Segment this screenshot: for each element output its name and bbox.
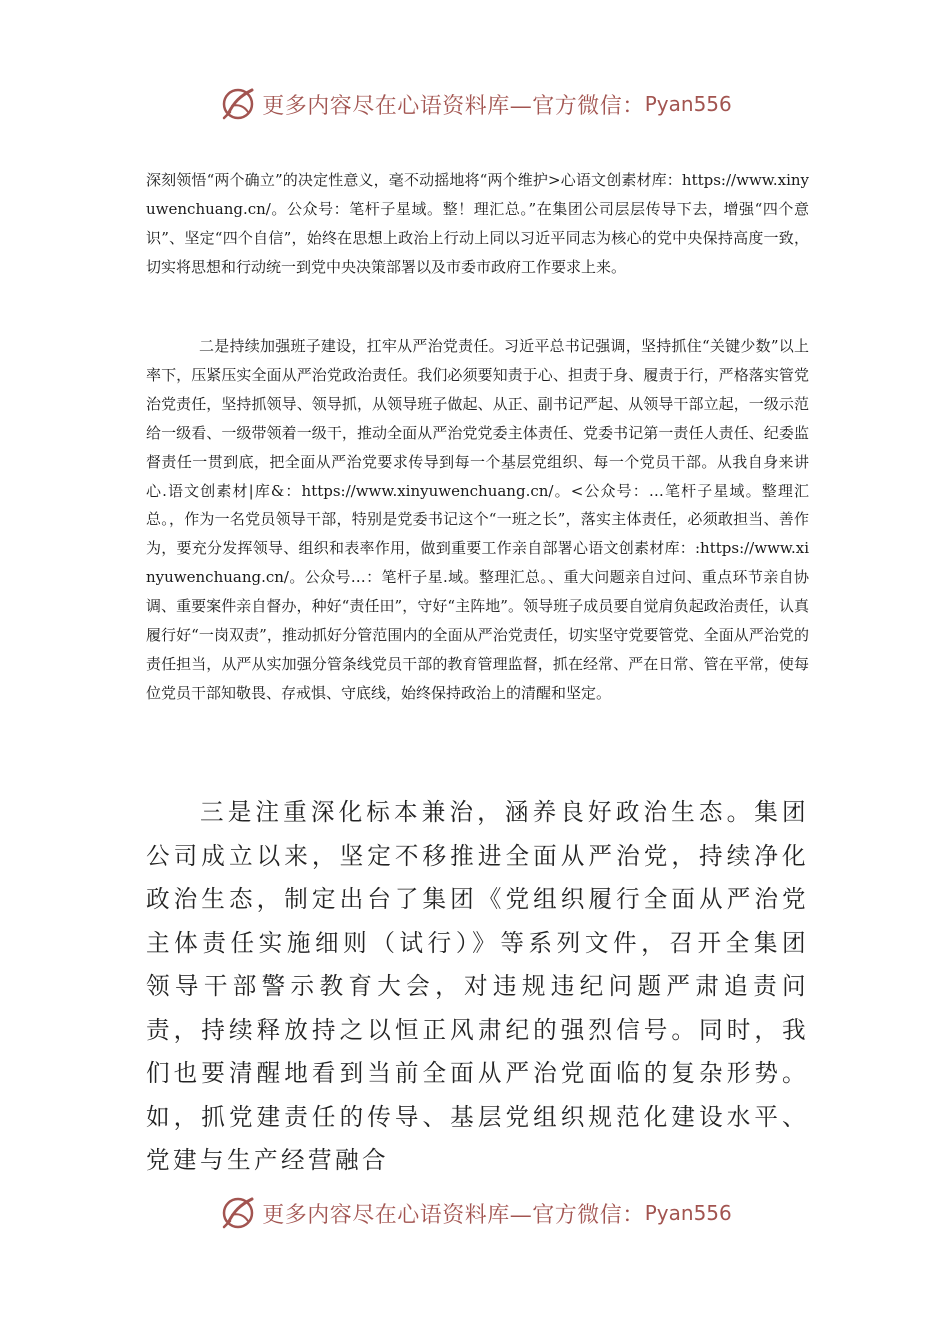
paragraph-3-text: 三是注重深化标本兼治，涵养良好政治生态。集团公司成立以来，坚定不移推进全面从严治党，持续净化政治生态，制定出台了集团《党组织履行全面从严治党主体责任实施细则（试行）》等系列文件，召开全集团领导干部警示教育大会，对违规违纪问题严肃追责问责，持续释放持之以恒正风肃纪的强烈信号。同时，我们也要清醒地看到当前全面从严治党面临的复杂形势。如，抓党建责任的传导、基层党组织规范化建设水平、党建与生产经营融合 xyxy=(146,798,809,1174)
paragraph-1-text: 深刻领悟“两个确立”的决定性意义，毫不动摇地将“两个维护>心语文创素材库：https://www.xinyuwenchuang.cn/。公众号：笔杆子星域。整！理汇总。”在集团公司层层传导下去，增强“四个意识”、坚定“四个自信”，始终在思想上政治上行动上同以习近平同志为核心的党中央保持高度一致，切实将思想和行动统一到党中央决策部署以及市委市政府工作要求上来。 xyxy=(146,171,809,276)
paragraph-2 xyxy=(146,332,809,708)
header-banner-text: 更多内容尽在心语资料库—官方微信： xyxy=(262,93,645,119)
footer-wechat-id: Pyan556 xyxy=(644,1201,732,1225)
footer-banner xyxy=(0,1193,950,1233)
paragraph-3 xyxy=(146,791,809,1183)
brand-logo-icon xyxy=(218,84,258,124)
paragraph-1 xyxy=(146,166,809,282)
header-banner xyxy=(0,84,950,124)
footer-banner-text: 更多内容尽在心语资料库—官方微信： xyxy=(262,1202,645,1228)
brand-logo-icon xyxy=(218,1193,258,1233)
paragraph-2-text: 二是持续加强班子建设，扛牢从严治党责任。习近平总书记强调，坚持抓住“关键少数”以上率下，压紧压实全面从严治党政治责任。我们必须要知责于心、担责于身、履责于行，严格落实管党治党责任，坚持抓领导、领导抓，从领导班子做起、从正、副书记严起、从领导干部立起，一级示范给一级看、一级带领着一级干，推动全面从严治党党委主体责任、党委书记第一责任人责任、纪委监督责任一贯到底，把全面从严治党要求传导到每一个基层党组织、每一个党员干部。从我自身来讲心.语文创素材|库&：https://www.xinyuwenchuang.cn/。<公众号：…笔杆子星域。整理汇总。，作为一名党员领导干部，特别是党委书记这个“一班之长”，落实主体责任，必须敢担当、善作为，要充分发挥领导、组织和表率作用，做到重要工作亲自部署心语文创素材库：:https://www.xinyuwenchuang.cn/。公众号…：笔杆子星.域。整理汇总。、重大问题亲自过问、重点环节亲自协调、重要案件亲自督办，种好“责任田”，守好“主阵地”。领导班子成员要自觉肩负起政治责任，认真履行好“一岗双责”，推动抓好分管范围内的全面从严治党责任，切实坚守党要管党、全面从严治党的责任担当，从严从实加强分管条线党员干部的教育管理监督，抓在经常、严在日常、管在平常，使每位党员干部知敬畏、存戒惧、守底线，始终保持政治上的清醒和坚定。 xyxy=(146,337,809,702)
header-wechat-id: Pyan556 xyxy=(644,92,732,116)
